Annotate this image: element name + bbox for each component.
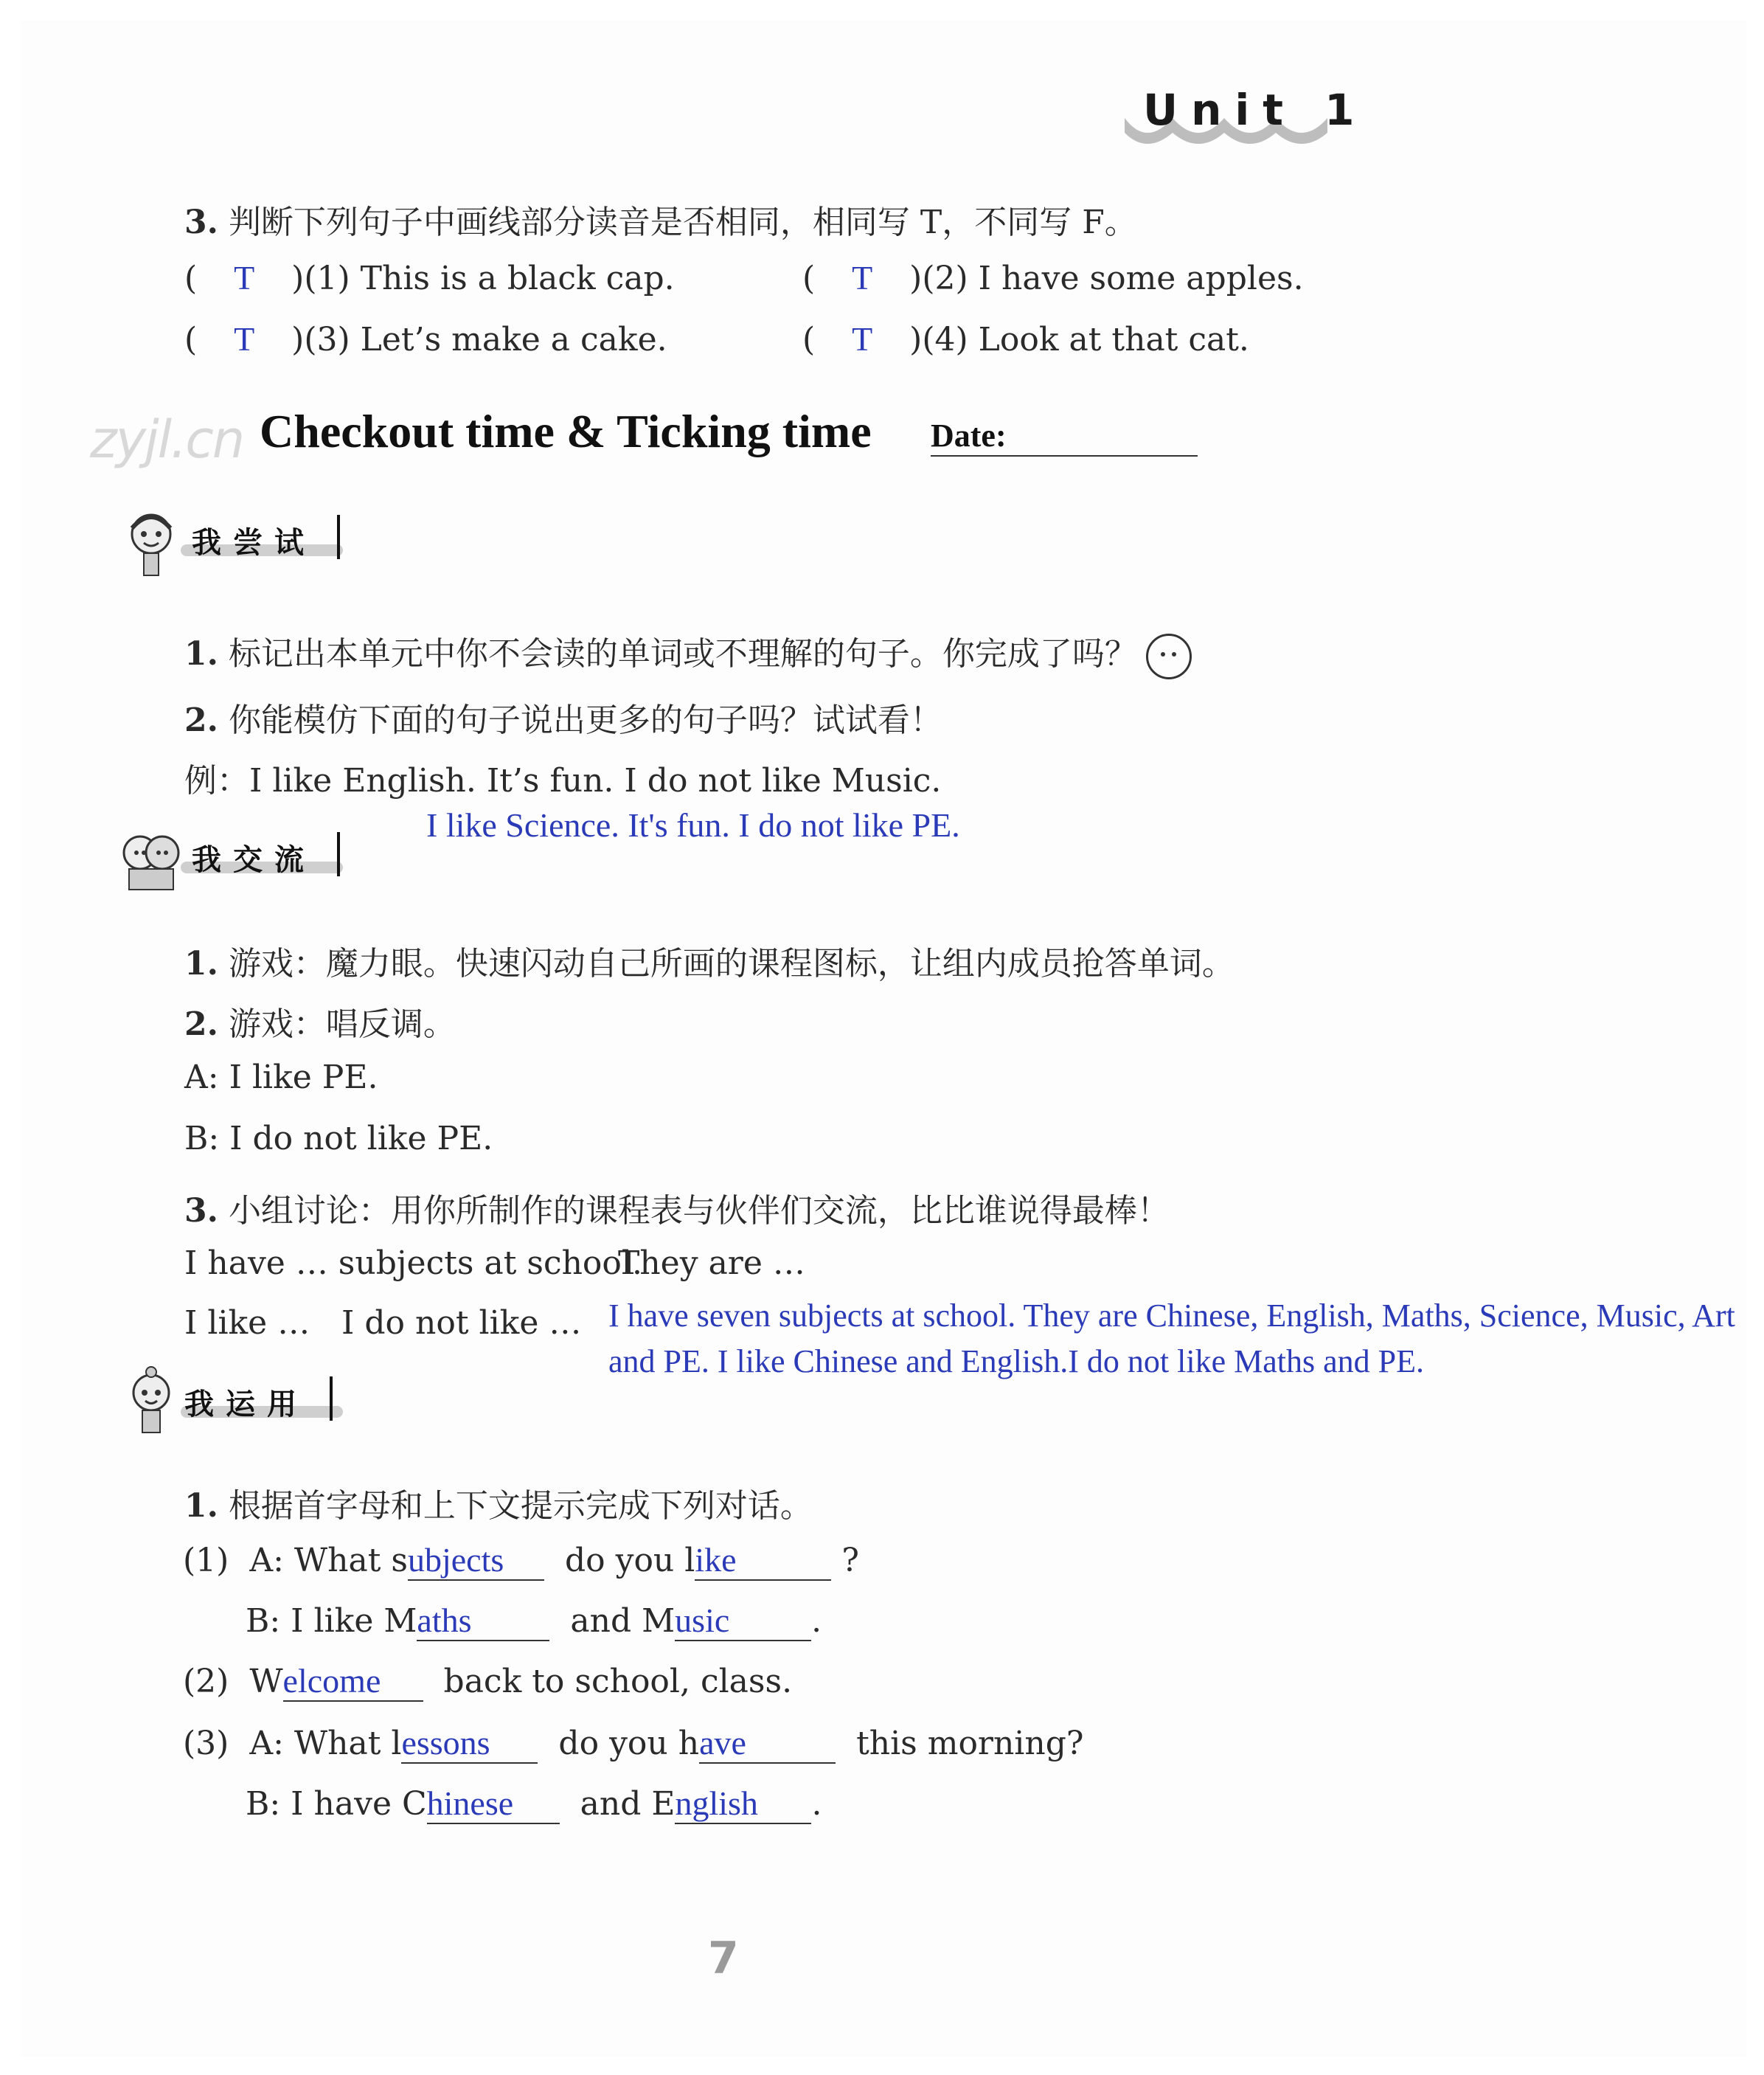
q3-item-3: ( T )(3) Let’s make a cake. (184, 320, 667, 358)
blank-like[interactable]: ike (695, 1540, 831, 1581)
use-q3-line-a: (3) A: What lessons do you have this morning? (183, 1724, 1084, 1762)
dialog-a: A: I like PE. (184, 1059, 378, 1096)
q3-number: 3. (184, 204, 218, 241)
blank-music[interactable]: usic (675, 1601, 811, 1641)
q3-item-4: ( T )(4) Look at that cat. (802, 320, 1249, 358)
use-q1-line-a: (1) A: What subjects do you like ? (183, 1541, 859, 1579)
cartoon-girl-icon (114, 1366, 188, 1440)
q3-item-3-text: Let’s make a cake. (360, 321, 667, 358)
exchange-answer-line-2: and PE. I like Chinese and English.I do not like Maths and PE. (608, 1343, 1424, 1379)
use-q1-line-b: B: I like Maths and Music . (246, 1601, 822, 1640)
q3-item-4-text: Look at that cat. (978, 321, 1249, 358)
exchange-item-3: 3. 小组讨论：用你所制作的课程表与伙伴们交流，比比谁说得最棒！ (184, 1192, 1170, 1230)
page-number: 7 (708, 1933, 739, 1984)
q3-item-1-text: This is a black cap. (360, 260, 675, 297)
exchange-item-2: 2. 游戏：唱反调。 (184, 1005, 456, 1043)
cartoon-kids-icon (114, 823, 188, 897)
use-q3-line-b: B: I have Chinese and English . (246, 1784, 822, 1823)
q3-title (184, 195, 1137, 243)
blank-chinese[interactable]: hinese (427, 1784, 560, 1824)
try-example: 例：I like English. It’s fun. I do not like Music. (184, 762, 942, 800)
q3-item-2: ( T )(2) I have some apples. (802, 259, 1304, 297)
try-item-2: 2. 你能模仿下面的句子说出更多的句子吗？试试看！ (184, 702, 942, 739)
prompt-like: I like … (184, 1304, 310, 1342)
exchange-item-1-text: 游戏：魔力眼。快速闪动自己所画的课程图标，让组内成员抢答单词。 (228, 945, 1235, 983)
smiley-icon (1146, 634, 1192, 679)
q3-item-1-answer: T (234, 259, 255, 297)
blank-have[interactable]: ave (699, 1723, 836, 1764)
q3-item-4-answer: T (852, 320, 873, 358)
date-field[interactable] (931, 455, 1198, 457)
use-title: 1. 根据首字母和上下文提示完成下列对话。 (184, 1487, 813, 1525)
page-title: Checkout time & Ticking time (260, 405, 872, 457)
section-use (114, 1371, 350, 1422)
exchange-answer-line-1: I have seven subjects at school. They are Chinese, English, Maths, Science, Music, Art (608, 1298, 1735, 1334)
q3-item-3-answer: T (234, 320, 255, 358)
q3-item-2-text: I have some apples. (978, 260, 1304, 297)
section-exchange-label: 我交流 (192, 843, 316, 877)
exchange-item-2-text: 游戏：唱反调。 (228, 1005, 456, 1043)
dialog-b: B: I do not like PE. (184, 1120, 493, 1157)
use-q2-line: (2) Welcome back to school, class. (183, 1662, 793, 1700)
section-divider (337, 515, 340, 559)
cartoon-girl-icon (114, 506, 188, 580)
q3-instructions: 判断下列句子中画线部分读音是否相同，相同写 T，不同写 F。 (228, 204, 1137, 241)
blank-subjects[interactable]: ubjects (408, 1540, 544, 1581)
prompt-not-like: I do not like … (341, 1304, 582, 1342)
exchange-item-1: 1. 游戏：魔力眼。快速闪动自己所画的课程图标，让组内成员抢答单词。 (184, 945, 1235, 983)
blank-lessons[interactable]: essons (401, 1723, 538, 1764)
blank-maths[interactable]: aths (417, 1601, 549, 1641)
watermark-logo: zyjl.cn (90, 409, 244, 470)
blank-welcome[interactable]: elcome (283, 1661, 423, 1702)
section-divider (337, 832, 340, 876)
q3-item-2-answer: T (852, 259, 873, 297)
prompt-they-are: They are … (618, 1244, 805, 1282)
prompt-subjects: I have … subjects at school. (184, 1244, 642, 1282)
section-exchange (114, 826, 350, 878)
date-label: Date: (931, 418, 1007, 454)
try-answer: I like Science. It's fun. I do not like PE. (426, 806, 960, 844)
use-instructions: 根据首字母和上下文提示完成下列对话。 (228, 1487, 813, 1525)
try-item-2-text: 你能模仿下面的句子说出更多的句子吗？试试看！ (228, 702, 942, 739)
unit-title: Unit 1 (1143, 85, 1368, 135)
try-item-1: 1. 标记出本单元中你不会读的单词或不理解的句子。你完成了吗？ (184, 627, 1192, 679)
section-divider (330, 1376, 333, 1421)
section-try (114, 509, 350, 561)
blank-english[interactable]: nglish (675, 1784, 811, 1824)
try-item-1-text: 标记出本单元中你不会读的单词或不理解的句子。你完成了吗？ (228, 635, 1137, 673)
q3-item-1: ( T )(1) This is a black cap. (184, 259, 675, 297)
exchange-item-3-text: 小组讨论：用你所制作的课程表与伙伴们交流，比比谁说得最棒！ (228, 1192, 1170, 1230)
section-try-label: 我尝试 (192, 526, 316, 560)
section-use-label: 我运用 (184, 1388, 308, 1421)
